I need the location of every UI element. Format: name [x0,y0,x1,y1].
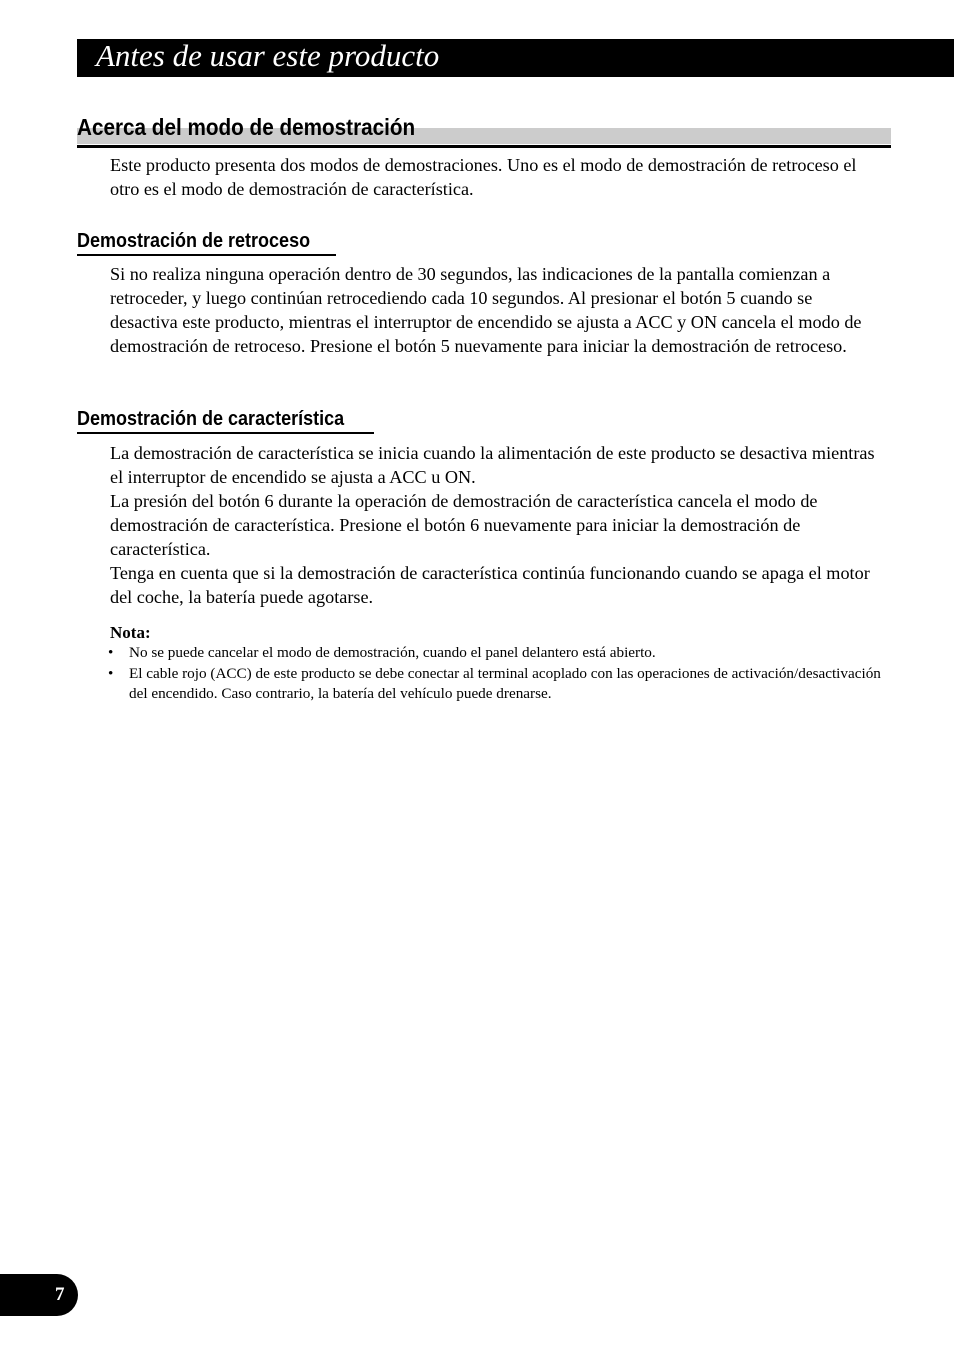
note-list [108,643,888,705]
retroceso-paragraph: Si no realiza ninguna operación dentro de 30 segundos, las indicaciones de la pantalla comienzan a retroceder, y luego continúan retrocediendo cada 10 segundos. Al presionar el botón 5 cuando se desactiva este producto, mientras el interruptor de encendido se ajusta a ACC y ON cancela el modo de demostración de retroceso. Presione el botón 5 nuevamente para iniciar la demostración de retroceso. [110,264,862,356]
bullet-icon: • [108,664,114,682]
subheading-caracteristica-text: Demostración de característica [77,408,345,430]
note-item [108,664,888,705]
note-item-text: No se puede cancelar el modo de demostración, cuando el panel delantero está abierto. [129,644,656,661]
subheading-retroceso [77,229,336,256]
caracteristica-paragraph-2: La presión del botón 6 durante la operación de demostración de característica cancela el modo de demostración de característica. Presione el botón 6 nuevamente para iniciar la demostración de característica. [110,491,818,559]
section-heading-text: Acerca del modo de demostración [77,114,416,140]
note-label: Nota: [110,623,151,642]
section-heading-rule [77,145,891,148]
section-intro: Este producto presenta dos modos de demostraciones. Uno es el modo de demostración de retroceso el otro es el modo de demostración de característica. [110,155,857,199]
bullet-icon: • [108,644,114,661]
subheading-retroceso-text: Demostración de retroceso [77,230,311,252]
page-number-tab [0,1274,78,1316]
subheading-caracteristica [77,407,374,434]
page-number: 7 [55,1284,65,1305]
caracteristica-paragraph-3: Tenga en cuenta que si la demostración de característica continúa funcionando cuando se apaga el motor del coche, la batería puede agotarse. [110,563,870,607]
page-title: Antes de usar este producto [96,38,440,73]
note-item-text: El cable rojo (ACC) de este producto se debe conectar al terminal acoplado con las operaciones de activación/desactivación del encendido. Caso contrario, la batería del vehículo puede drenarse. [129,664,881,702]
caracteristica-paragraph-1: La demostración de característica se inicia cuando la alimentación de este producto se desactiva mientras el interruptor de encendido se ajusta a ACC u ON. [110,443,875,487]
note-item [108,643,888,664]
section-heading [77,112,891,148]
page-header-bar [77,39,954,77]
